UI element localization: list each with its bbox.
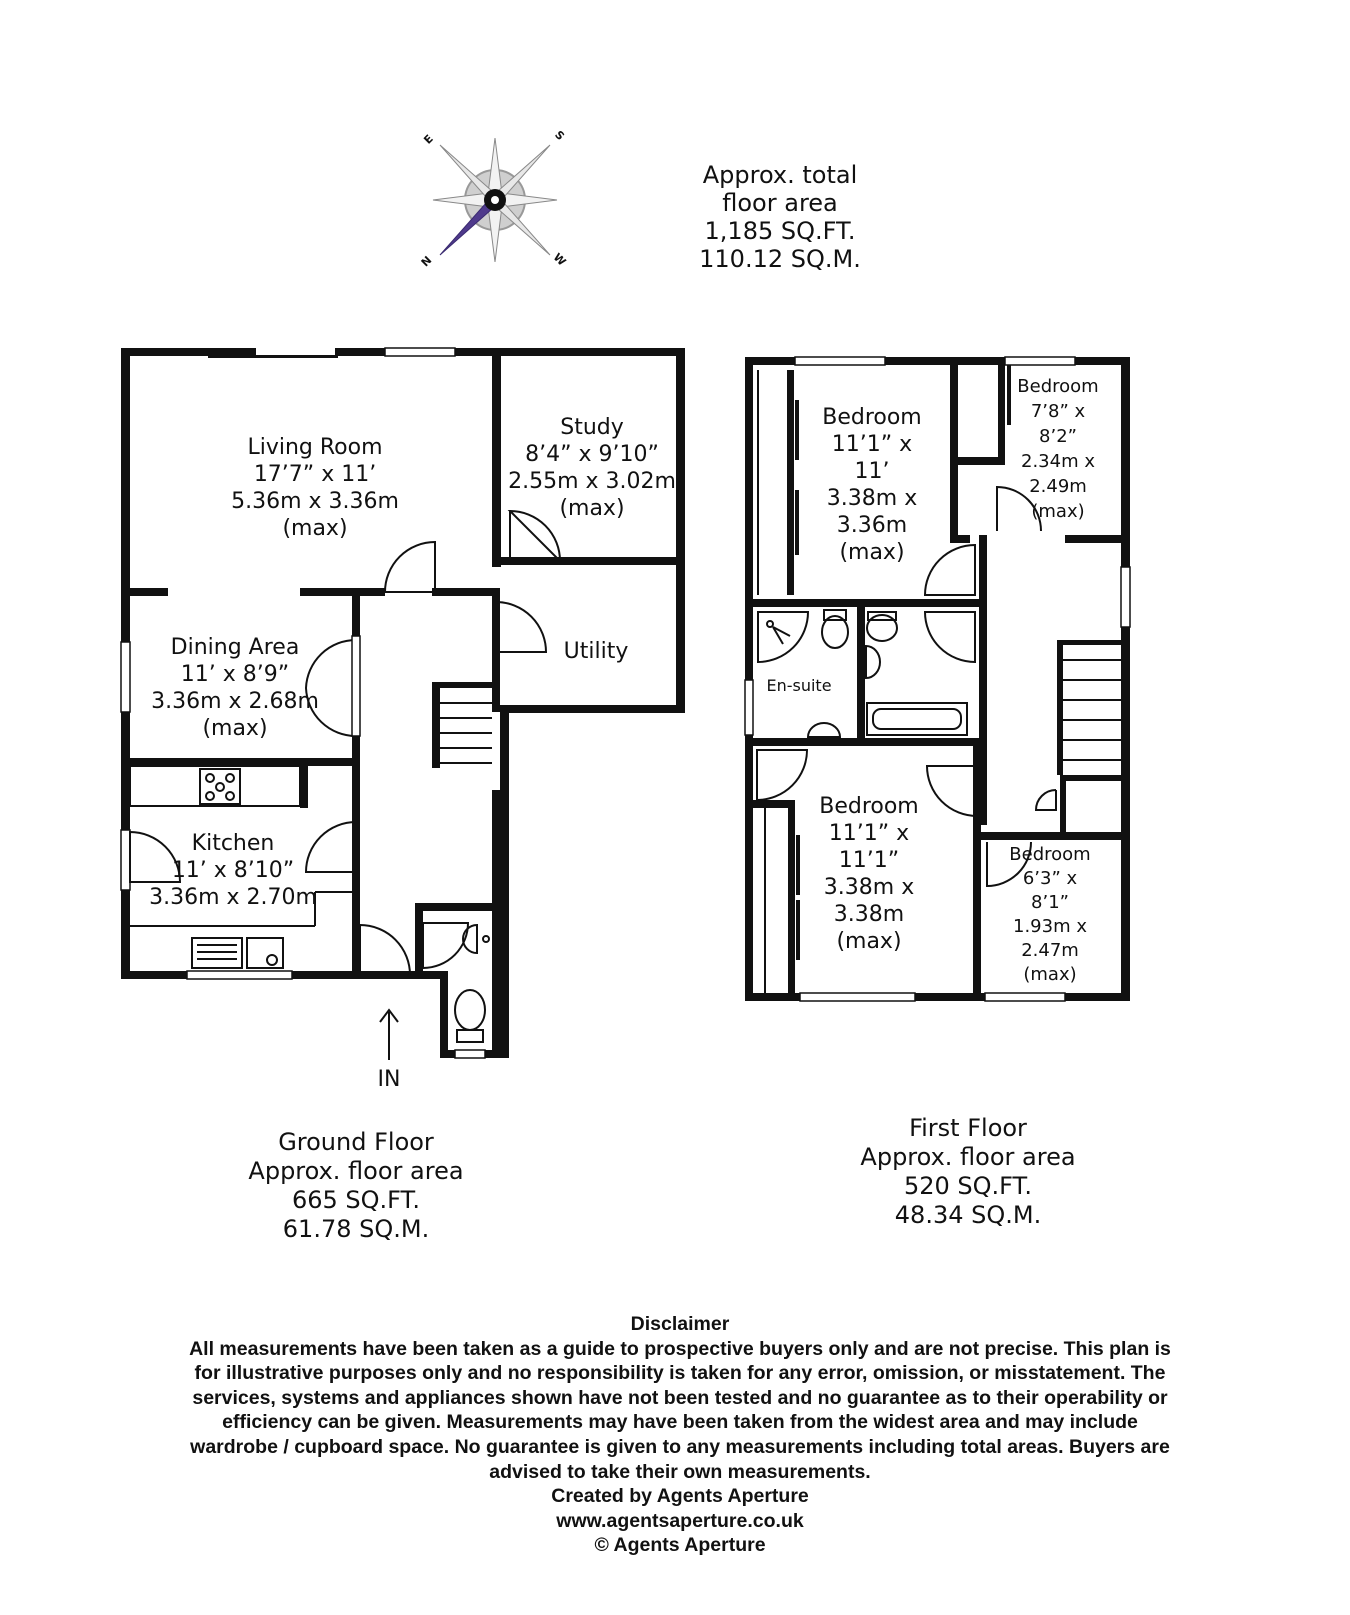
bedroom3-door bbox=[927, 766, 977, 816]
disclaimer-line: efficiency can be given. Measurements may have been taken from the widest area and may include bbox=[222, 1411, 1138, 1434]
dining-area-note: (max) bbox=[202, 716, 268, 741]
bedroom2-l3: 2.34m x bbox=[1021, 451, 1095, 472]
compass-s-label: S bbox=[552, 128, 567, 143]
compass-rose-icon bbox=[419, 128, 569, 269]
study-note: (max) bbox=[559, 496, 625, 521]
living-room-door bbox=[385, 542, 435, 592]
disclaimer-line: for illustrative purposes only and no responsibility is taken for any error, omission, or misstatement. The bbox=[194, 1362, 1166, 1385]
disclaimer-block bbox=[130, 1312, 1230, 1558]
sink-icon bbox=[192, 938, 283, 968]
living-room-metric: 5.36m x 3.36m bbox=[231, 489, 399, 514]
study-imperial: 8’4” x 9’10” bbox=[525, 442, 659, 467]
ground-floor-sqm: 61.78 SQ.M. bbox=[282, 1215, 430, 1243]
toilet-icon bbox=[867, 612, 897, 641]
study-door bbox=[510, 511, 560, 561]
kitchen-imperial: 11’ x 8’10” bbox=[171, 858, 295, 883]
bedroom1-name: Bedroom bbox=[822, 405, 922, 430]
dining-area-label bbox=[151, 635, 319, 741]
first-floor-sqft: 520 SQ.FT. bbox=[903, 1172, 1033, 1200]
bedroom4-l2: 8’1” bbox=[1031, 892, 1069, 913]
disclaimer-line: services, systems and appliances shown have not been tested and no guarantee as to their operability or bbox=[192, 1386, 1168, 1409]
bedroom3-note: (max) bbox=[836, 929, 902, 954]
bedroom1-l1: 11’1” x bbox=[831, 432, 913, 457]
bathroom-door bbox=[925, 612, 975, 662]
kitchen-metric: 3.36m x 2.70m bbox=[149, 885, 317, 910]
basin-icon bbox=[866, 646, 880, 678]
bedroom1-door bbox=[925, 545, 975, 595]
kitchen-label bbox=[149, 831, 317, 910]
ground-floor-sqft: 665 SQ.FT. bbox=[291, 1186, 421, 1214]
bedroom4-l3: 1.93m x bbox=[1013, 916, 1087, 937]
kitchen-door bbox=[306, 822, 356, 872]
ground-floor-subtitle: Approx. floor area bbox=[248, 1157, 464, 1185]
ground-floor-caption bbox=[248, 1128, 463, 1243]
living-room-imperial: 17’7” x 11’ bbox=[253, 462, 377, 487]
bedroom4-l1: 6’3” x bbox=[1022, 868, 1078, 889]
living-room-note: (max) bbox=[282, 516, 348, 541]
hob-icon bbox=[200, 769, 240, 804]
ground-floor-title: Ground Floor bbox=[278, 1128, 434, 1156]
bedroom4-name: Bedroom bbox=[1009, 844, 1091, 865]
entrance-arrow-icon bbox=[380, 1010, 398, 1060]
living-room-label bbox=[231, 435, 399, 541]
ensuite-door bbox=[757, 750, 807, 800]
bedroom3-label bbox=[819, 794, 919, 954]
dining-area-imperial: 11’ x 8’9” bbox=[180, 662, 290, 687]
toilet-icon bbox=[822, 610, 848, 648]
cupboard-door bbox=[1036, 790, 1056, 810]
first-floor-caption bbox=[860, 1114, 1075, 1229]
compass-e-label: E bbox=[421, 132, 436, 147]
basin-icon bbox=[808, 723, 840, 737]
bedroom2-note: (max) bbox=[1031, 501, 1085, 522]
disclaimer-line: All measurements have been taken as a guide to prospective buyers only and are not precise. This plan is bbox=[189, 1337, 1171, 1360]
study-metric: 2.55m x 3.02m bbox=[508, 469, 676, 494]
living-room-name: Living Room bbox=[247, 435, 383, 460]
front-door bbox=[360, 925, 410, 975]
study-name: Study bbox=[560, 415, 624, 440]
bedroom3-l1: 11’1” x bbox=[828, 821, 910, 846]
dining-double-door bbox=[306, 636, 360, 736]
utility-label: Utility bbox=[563, 639, 629, 664]
disclaimer-heading: Disclaimer bbox=[630, 1313, 730, 1335]
copyright-label: © Agents Aperture bbox=[594, 1534, 766, 1557]
bedroom1-l3: 3.38m x bbox=[826, 486, 918, 511]
bedroom3-l4: 3.38m bbox=[833, 902, 905, 927]
compass-n-label: N bbox=[418, 253, 435, 270]
dining-area-metric: 3.36m x 2.68m bbox=[151, 689, 319, 714]
total-area-sqm: 110.12 SQ.M. bbox=[699, 245, 861, 273]
first-floor-subtitle: Approx. floor area bbox=[860, 1143, 1076, 1171]
ensuite-label: En-suite bbox=[766, 676, 832, 695]
bedroom4-note: (max) bbox=[1023, 964, 1077, 985]
bedroom2-l1: 7’8” x bbox=[1030, 401, 1086, 422]
compass-w-label: W bbox=[550, 250, 569, 269]
total-area-label bbox=[699, 161, 861, 273]
toilet-icon bbox=[455, 990, 485, 1042]
total-area-line2: floor area bbox=[722, 189, 838, 217]
bedroom1-note: (max) bbox=[839, 540, 905, 565]
study-label bbox=[508, 415, 676, 521]
utility-door bbox=[496, 602, 546, 652]
bedroom2-l4: 2.49m bbox=[1029, 476, 1087, 497]
wc-door bbox=[423, 923, 468, 968]
bedroom1-l2: 11’ bbox=[854, 459, 890, 484]
bedroom2-name: Bedroom bbox=[1017, 376, 1099, 397]
bedroom3-l3: 3.38m x bbox=[823, 875, 915, 900]
created-by-label: Created by Agents Aperture bbox=[551, 1485, 809, 1508]
ground-floor-plan bbox=[121, 348, 685, 1243]
first-floor-title: First Floor bbox=[909, 1114, 1027, 1142]
bedroom3-name: Bedroom bbox=[819, 794, 919, 819]
bedroom1-label bbox=[822, 405, 922, 565]
first-floor-sqm: 48.34 SQ.M. bbox=[894, 1201, 1042, 1229]
bedroom1-l4: 3.36m bbox=[836, 513, 908, 538]
bath-icon bbox=[867, 703, 967, 735]
entrance-label: IN bbox=[377, 1067, 401, 1092]
total-area-sqft: 1,185 SQ.FT. bbox=[704, 217, 856, 245]
first-floor-plan bbox=[745, 357, 1130, 1229]
bedroom2-l2: 8’2” bbox=[1039, 426, 1077, 447]
kitchen-name: Kitchen bbox=[191, 831, 275, 856]
website-label: www.agentsaperture.co.uk bbox=[556, 1509, 804, 1532]
shower-icon bbox=[758, 612, 808, 662]
bedroom4-l4: 2.47m bbox=[1021, 940, 1079, 961]
staircase-icon bbox=[1057, 640, 1125, 775]
total-area-line1: Approx. total bbox=[702, 161, 858, 189]
bedroom3-l2: 11’1” bbox=[838, 848, 900, 873]
dining-area-name: Dining Area bbox=[170, 635, 300, 660]
bedroom4-label bbox=[1009, 844, 1090, 985]
disclaimer-line: advised to take their own measurements. bbox=[489, 1460, 871, 1483]
disclaimer-line: wardrobe / cupboard space. No guarantee is given to any measurements including total areas. Buyers are bbox=[190, 1435, 1170, 1458]
staircase-icon bbox=[432, 682, 500, 768]
